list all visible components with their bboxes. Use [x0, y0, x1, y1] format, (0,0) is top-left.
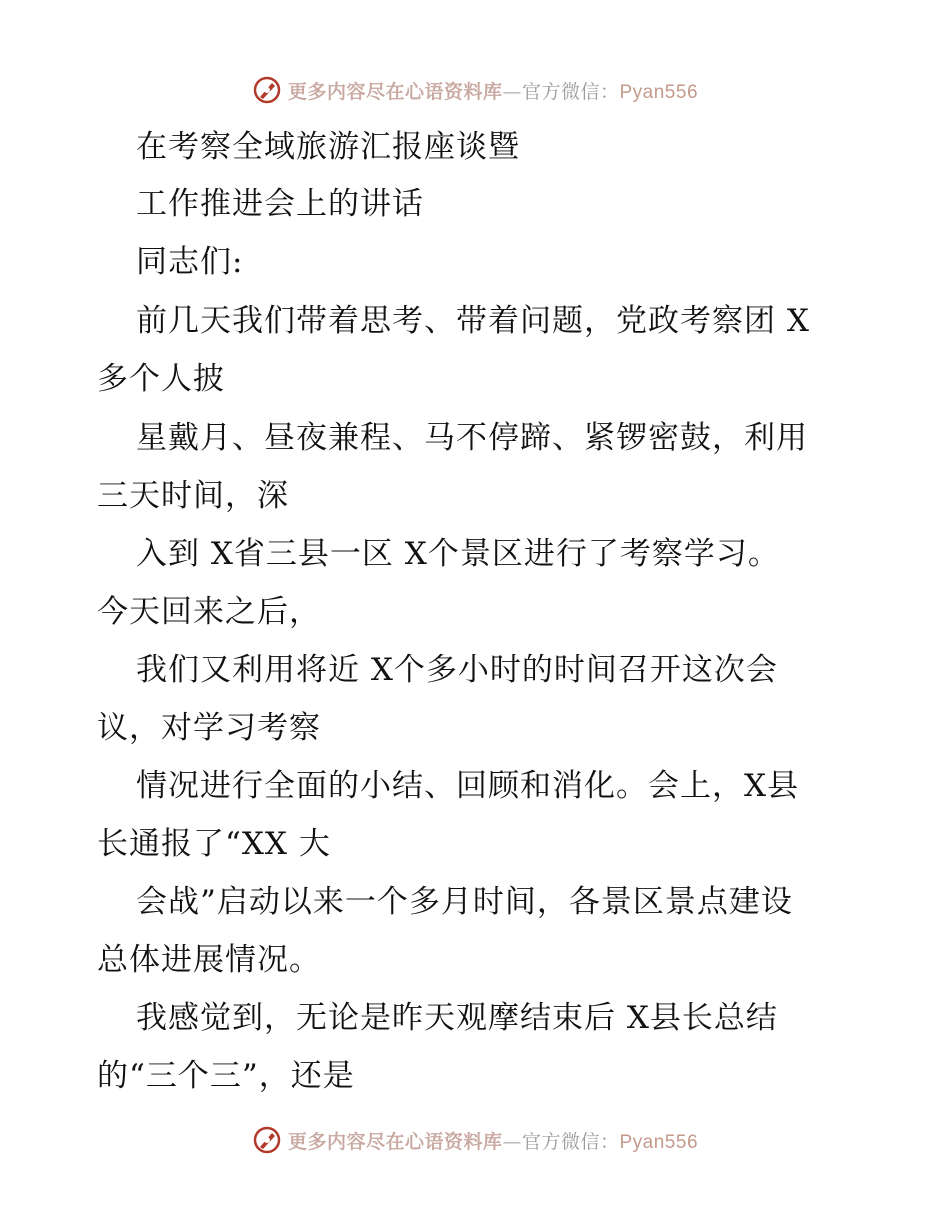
paragraph-line: 会战”启动以来一个多月时间，各景区景点建设	[136, 884, 793, 920]
paragraph-line: 议，对学习考察	[97, 710, 321, 746]
watermark-brand: 更多内容尽在心语资料库	[287, 80, 503, 103]
watermark-wechat-id: Pyan556	[619, 81, 699, 103]
title-line-2: 工作推进会上的讲话	[136, 186, 424, 222]
footer-watermark	[0, 1123, 950, 1157]
pen-logo-icon	[252, 75, 282, 105]
paragraph-line: 今天回来之后，	[97, 594, 321, 630]
watermark-dash: —	[502, 80, 522, 103]
paragraph-line: 我们又利用将近 X个多小时的时间召开这次会	[136, 652, 778, 688]
paragraph-line: 入到 X省三县一区 X个景区进行了考察学习。	[136, 536, 780, 572]
paragraph-line: 前几天我们带着思考、带着问题，党政考察团 X	[136, 303, 810, 339]
paragraph-line: 三天时间，深	[97, 478, 289, 514]
watermark-text	[288, 1127, 698, 1154]
salutation: 同志们:	[136, 244, 244, 280]
pen-logo-icon	[252, 1125, 282, 1155]
watermark-official-label: 官方微信：	[521, 80, 620, 103]
header-watermark	[0, 73, 950, 107]
title-line-1: 在考察全域旅游汇报座谈暨	[136, 129, 520, 165]
watermark-brand: 更多内容尽在心语资料库	[287, 1130, 503, 1153]
watermark-official-label: 官方微信：	[521, 1130, 620, 1153]
watermark-dash: —	[502, 1130, 522, 1153]
paragraph-line: 我感觉到，无论是昨天观摩结束后 X县长总结	[136, 1000, 778, 1036]
paragraph-line: 情况进行全面的小结、回顾和消化。会上，X县	[136, 768, 800, 804]
paragraph-line: 长通报了“XX 大	[97, 826, 331, 862]
paragraph-line: 多个人披	[97, 361, 225, 397]
paragraph-line: 总体进展情况。	[97, 942, 321, 978]
paragraph-line: 的“三个三”，还是	[97, 1058, 355, 1094]
watermark-wechat-id: Pyan556	[619, 1131, 699, 1153]
watermark-text	[288, 77, 698, 104]
paragraph-line: 星戴月、昼夜兼程、马不停蹄、紧锣密鼓，利用	[136, 420, 808, 456]
